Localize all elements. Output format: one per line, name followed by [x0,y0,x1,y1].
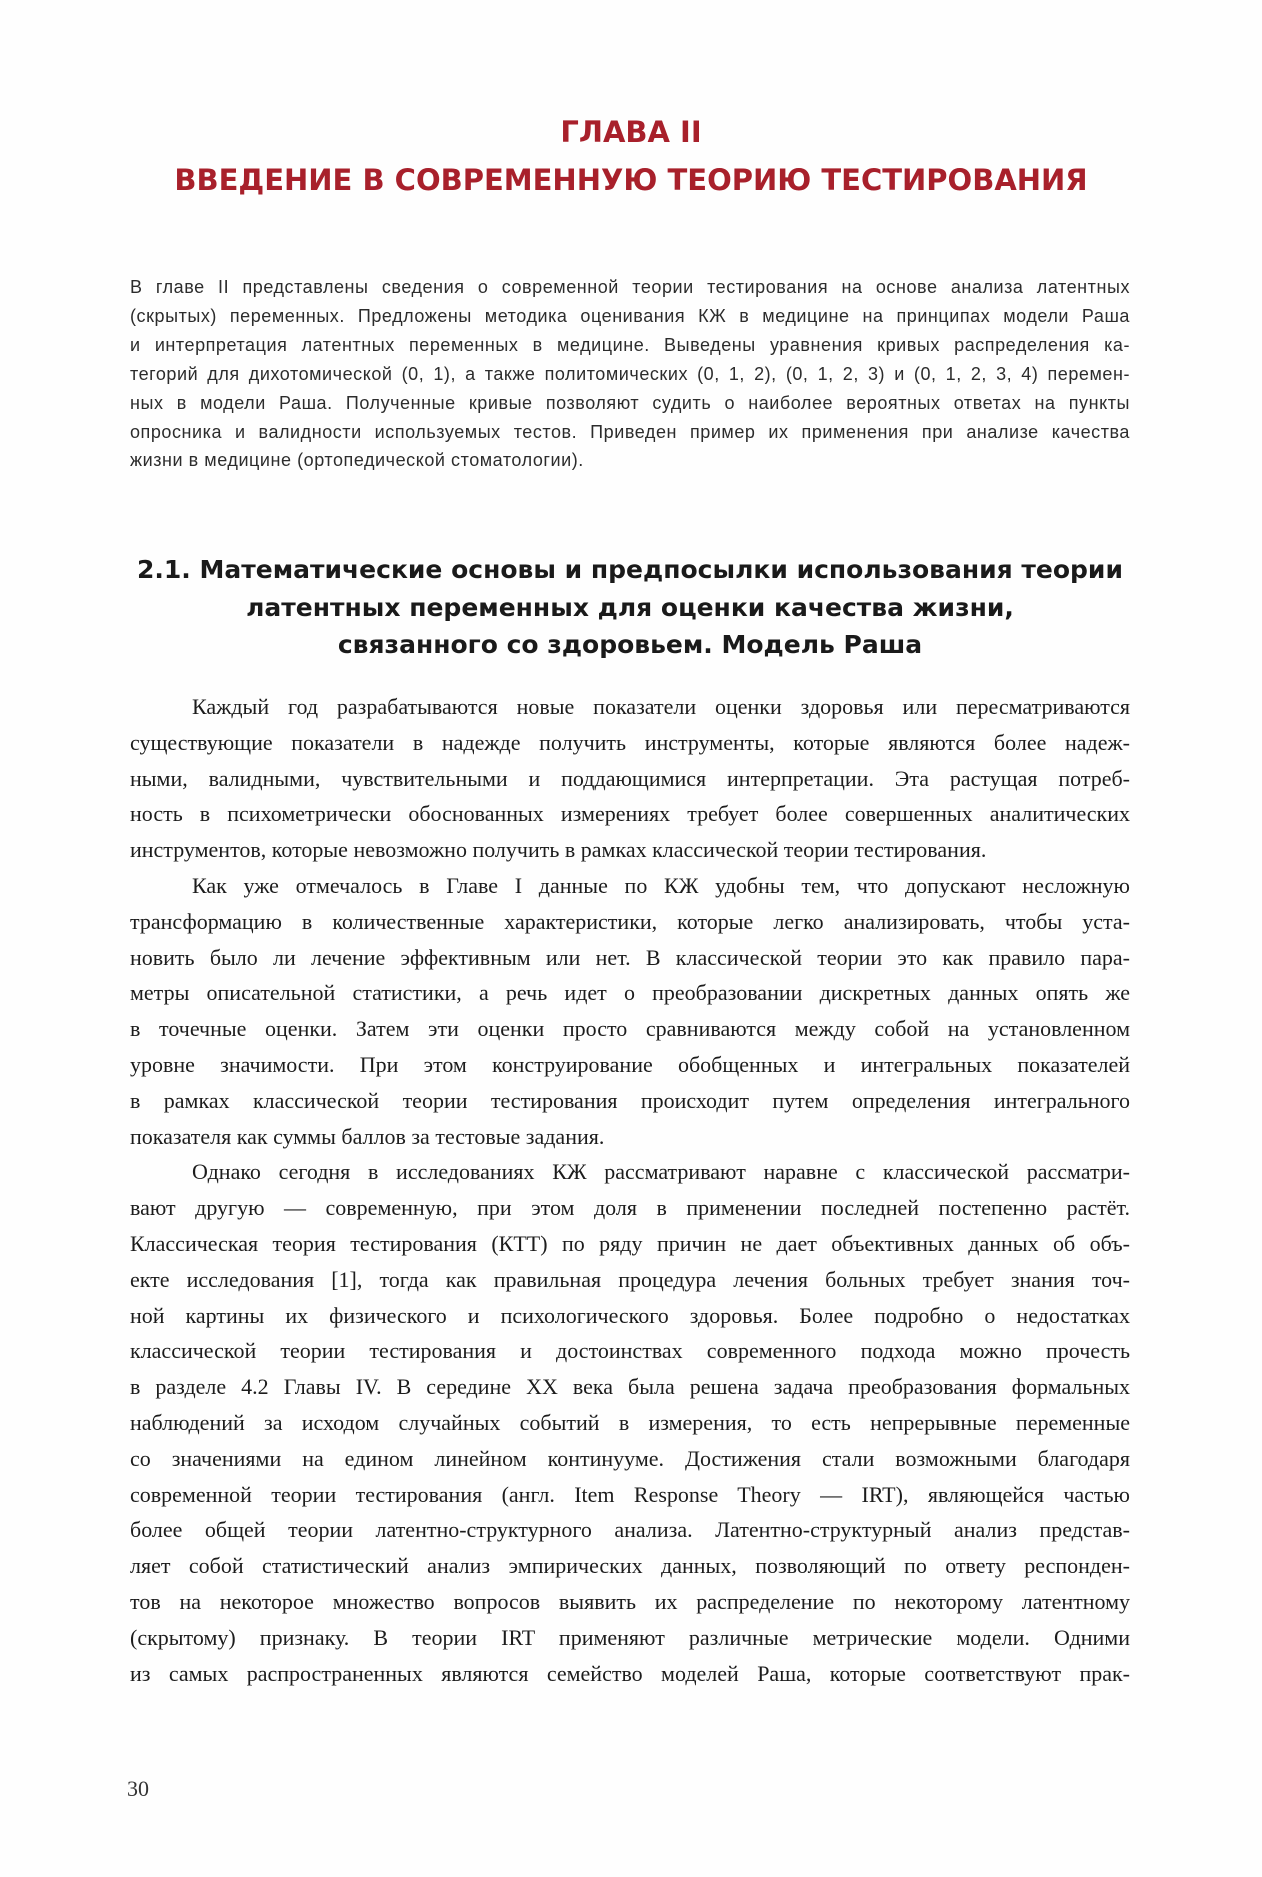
abstract-line: жизни в медицине (ортопедической стоматологии). [130,450,584,471]
paragraph-line: Классическая теория тестирования (КТТ) по ряду причин не дает объективных данных об объ- [130,1230,1130,1256]
paragraph-line: уровне значимости. При этом конструирование обобщенных и интегральных показателей [130,1051,1130,1077]
paragraph-line: Однако сегодня в исследованиях КЖ рассматривают наравне с классической рассматри- [192,1159,1130,1185]
abstract-line: (скрытых) переменных. Предложены методика оценивания КЖ в медицине на принципах модели Раша [130,305,1130,326]
paragraph-line: из самых распространенных являются семейство моделей Раша, которые соответствуют прак- [130,1660,1130,1686]
chapter-title: ВВЕДЕНИЕ В СОВРЕМЕННУЮ ТЕОРИЮ ТЕСТИРОВАНИЯ [174,163,1088,197]
paragraph-line: Как уже отмечалось в Главе I данные по КЖ удобны тем, что допускают несложную [192,872,1130,898]
paragraph-line: инструментов, которые невозможно получить в рамках классической теории тестирования. [130,837,987,863]
paragraph-line: классической теории тестирования и достоинствах современного подхода можно прочесть [130,1338,1130,1364]
abstract-line: В главе II представлены сведения о современной теории тестирования на основе анализа латентных [130,277,1130,297]
paragraph-line: ность в психометрически обоснованных измерениях требует более совершенных аналитических [130,801,1130,827]
paragraph-line: метры описательной статистики, а речь идет о преобразовании дискретных данных опять же [130,980,1130,1006]
paragraph-line: ляет собой статистический анализ эмпирических данных, позволяющий по ответу респонден- [130,1553,1130,1579]
chapter-abstract [130,273,1130,475]
paragraph-line: ной картины их физического и психологического здоровья. Более подробно о недостатках [130,1302,1130,1328]
section-title-line: 2.1. Математические основы и предпосылки использования теории [137,555,1123,584]
section-title-line: связанного со здоровьем. Модель Раша [337,630,923,659]
paragraph-line: современной теории тестирования (англ. Item Response Theory — IRT), являющейся частью [130,1481,1130,1507]
paragraph-line: в разделе 4.2 Главы IV. В середине XX века была решена задача преобразования формальных [130,1374,1130,1400]
abstract-line: и интерпретация латентных переменных в медицине. Выведены уравнения кривых распределения ка- [130,334,1130,355]
section-title-line: латентных переменных для оценки качества жизни, [246,592,1014,622]
chapter-number: ГЛАВА II [560,115,702,149]
paragraph-line: показателя как суммы баллов за тестовые задания. [130,1123,605,1149]
paragraph-line: вают другую — современную, при этом доля в применении последней постепенно растёт. [130,1195,1130,1221]
abstract-line: ных в модели Раша. Полученные кривые позволяют судить о наиболее вероятных ответах на пункты [130,392,1130,413]
paragraph-line: новить было ли лечение эффективным или нет. В классической теории это как правило пара- [130,944,1130,970]
paragraph-line: более общей теории латентно-структурного анализа. Латентно-структурный анализ представ- [130,1517,1130,1543]
chapter-heading [150,108,1112,204]
paragraph-line: екте исследования [1], тогда как правильная процедура лечения больных требует знания точ- [130,1266,1130,1292]
paragraph-line: трансформацию в количественные характеристики, которые легко анализировать, чтобы уста- [130,908,1130,934]
paragraph-line: (скрытому) признаку. В теории IRT применяют различные метрические модели. Одними [130,1624,1130,1650]
page-number: 30 [127,1776,149,1801]
paragraph-line: наблюдений за исходом случайных событий в измерения, то есть непрерывные переменные [130,1409,1130,1435]
paragraph-line: существующие показатели в надежде получить инструменты, которые являются более надеж- [130,729,1130,755]
paragraph-line: в точечные оценки. Затем эти оценки просто сравниваются между собой на установленном [130,1016,1130,1042]
paragraph-line: Каждый год разрабатываются новые показатели оценки здоровья или пересматриваются [192,694,1130,719]
body-text [130,689,1130,1691]
paragraph-line: со значениями на едином линейном континууме. Достижения стали возможными благодаря [130,1445,1130,1471]
paragraph-line: ными, валидными, чувствительными и поддающимися интерпретации. Эта растущая потреб- [130,765,1130,791]
section-heading [130,551,1130,664]
paragraph-line: в рамках классической теории тестирования происходит путем определения интегрального [130,1087,1130,1113]
paragraph-line: тов на некоторое множество вопросов выявить их распределение по некоторому латентному [130,1588,1130,1614]
abstract-line: опросника и валидности используемых тестов. Приведен пример их применения при анализе качества [130,421,1130,442]
abstract-line: тегорий для дихотомической (0, 1), а также политомических (0, 1, 2), (0, 1, 2, 3) и (0, 1, 2, 3, 4) перемен- [130,363,1130,384]
